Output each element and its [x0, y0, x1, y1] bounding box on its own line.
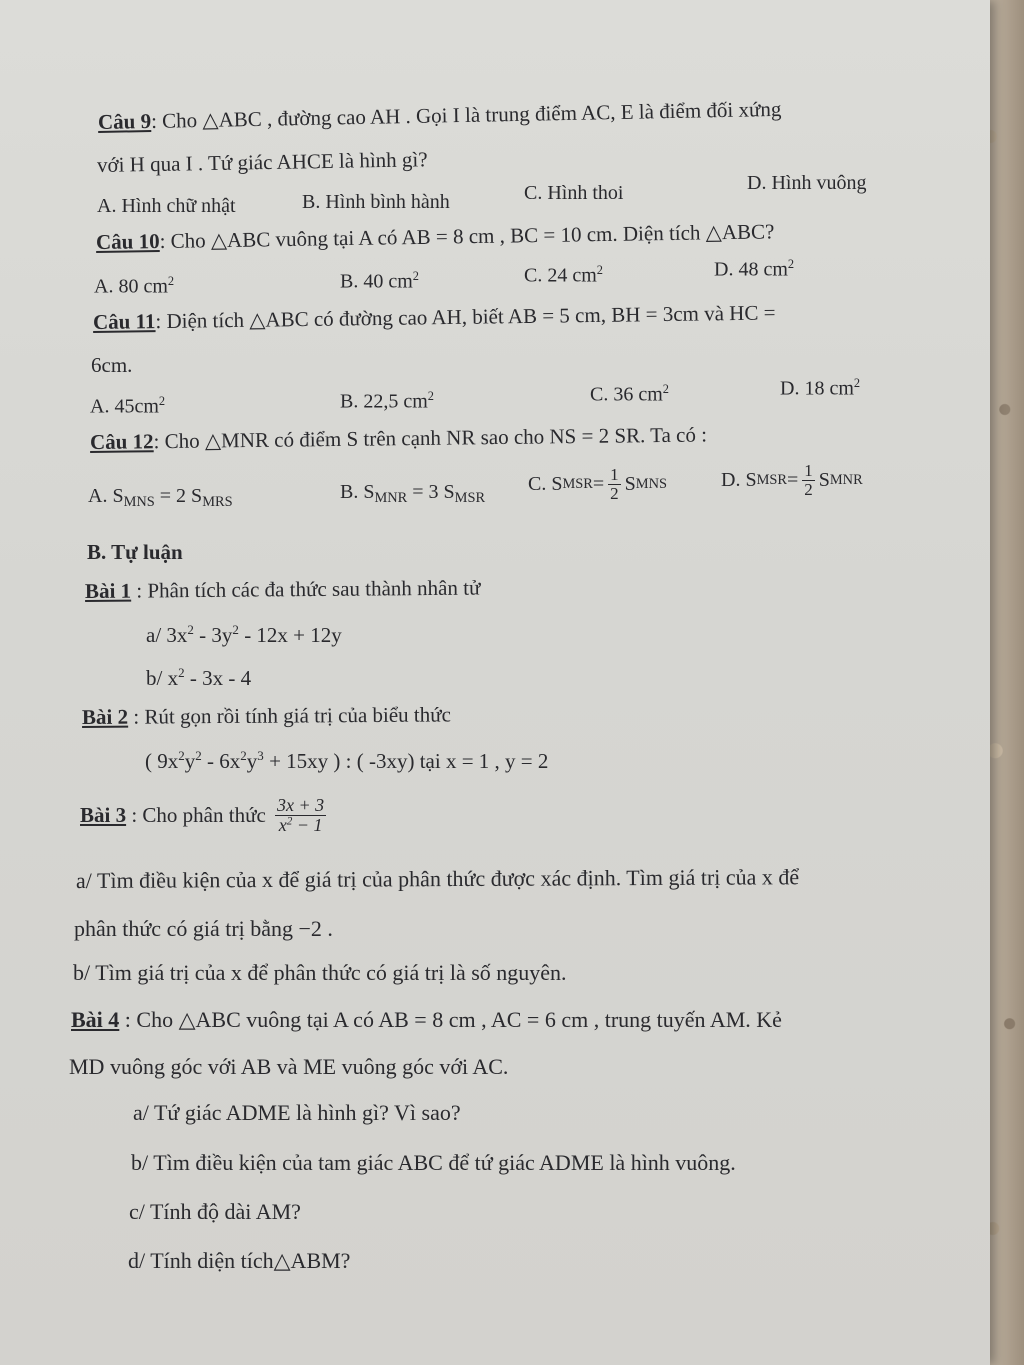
exercise-3-part-b: b/ Tìm giá trị của x để phân thức có giá trị là số nguyên. [73, 960, 567, 985]
exercise-4-part-c: c/ Tính độ dài AM? [129, 1199, 301, 1224]
exercise-text: : Cho △ABC vuông tại A có AB = 8 cm , AC = 6 cm , trung tuyến AM. Kẻ [119, 1007, 782, 1032]
exercise-1-part-b: b/ $x^2 - 3x - 4$ [146, 665, 252, 690]
exercise-2-expression: ( $9x^2y^2 - 6x^2y^3 + 15xy$ ) : ( -3xy) tại x = 1 , y = 2 [145, 748, 549, 773]
q12-option-b: B. $S_{MNR} = 3$ $S_{MSR}$ [340, 481, 486, 507]
question-text: : Cho △ABC , đường cao AH . Gọi I là trung điểm AC, E là điểm đối xứng [150, 96, 782, 133]
question-11 [93, 302, 776, 333]
q9-option-b: B. Hình bình hành [302, 191, 450, 213]
exercise-label: Bài 2 [81, 704, 129, 729]
question-label: Câu 11 [92, 309, 156, 334]
q10-option-d: D. 48 $cm^2$ [714, 257, 795, 281]
question-text: : Cho △ABC vuông tại A có AB = 8 cm , BC = 10 cm. Diện tích △ABC? [159, 219, 775, 253]
q9-option-c: C. Hình thoi [524, 182, 624, 204]
q11-option-c: C. 36 $cm^2$ [590, 382, 669, 406]
exercise-3-part-a: a/ Tìm điều kiện của x để giá trị của phân thức được xác định. Tìm giá trị của x để [75, 864, 800, 893]
q10-option-c: C. 24 $cm^2$ [524, 263, 603, 287]
exercise-4-part-d: d/ Tính diện tích△ABM? [128, 1248, 351, 1273]
exercise-1-part-a: a/ $3x^2 - 3y^2 - 12x + 12y$ [146, 622, 342, 647]
exercise-4 [71, 1009, 782, 1031]
q12-option-d: D. S MSR = $\frac{1}{2}$ S MNR [721, 461, 863, 499]
exercise-4-part-a: a/ Tứ giác ADME là hình gì? Vì sao? [133, 1100, 461, 1125]
fraction: $\frac{1}{2}$ [804, 461, 813, 499]
question-10 [96, 221, 775, 253]
exercise-text: : Cho phân thức [126, 802, 272, 827]
q10-option-a: A. 80 $cm^2$ [94, 274, 175, 298]
question-text: với H qua I . Tứ giác AHCE là hình gì? [96, 147, 428, 177]
question-12 [90, 424, 707, 453]
question-text: : Cho △MNR có điểm S trên cạnh NR sao cho NS = 2 SR. Ta có : [153, 422, 708, 454]
exercise-text: : Rút gọn rồi tính giá trị của biểu thức [128, 702, 451, 729]
question-11-line-2: 6cm. [91, 353, 133, 377]
q12-option-c: C. S MSR = $\frac{1}{2}$ S MNS [528, 465, 667, 503]
question-label: Câu 12 [89, 429, 154, 454]
exercise-3-part-a-line-2: phân thức có giá trị bằng −2 . [74, 916, 333, 941]
fraction: $\frac{3x + 3}{x^2 - 1}$ [277, 795, 325, 835]
question-label: Câu 9 [97, 108, 152, 134]
fraction: $\frac{1}{2}$ [610, 465, 619, 503]
question-text: : Diện tích △ABC có đường cao AH, biết AB = 5 cm, BH = 3cm và HC = [155, 300, 776, 334]
q11-option-b: B. 22,5 $cm^2$ [340, 389, 434, 413]
q9-option-d: D. Hình vuông [747, 172, 867, 194]
exercise-label: Bài 4 [71, 1007, 120, 1032]
q9-option-a: A. Hình chữ nhật [97, 195, 236, 217]
exercise-4-part-b: b/ Tìm điều kiện của tam giác ABC để tứ giác ADME là hình vuông. [131, 1150, 736, 1175]
exercise-label: Bài 1 [84, 578, 132, 603]
q12-option-a: A. $S_{MNS} = 2$ $S_{MRS}$ [88, 485, 233, 511]
section-heading: B. Tự luận [87, 540, 183, 564]
exercise-3 [80, 796, 330, 835]
q11-option-d: D. 18 $cm^2$ [780, 376, 861, 400]
q11-option-a: A. $45cm^2$ [90, 394, 166, 418]
exercise-4-line-2: MD vuông góc với AB và ME vuông góc với AC. [69, 1054, 509, 1079]
exercise-text: : Phân tích các đa thức sau thành nhân tử [130, 575, 481, 603]
question-9 [97, 96, 782, 134]
question-9-line-2 [97, 149, 428, 176]
question-label: Câu 10 [95, 229, 160, 254]
exercise-1 [84, 575, 481, 603]
exercise-2 [82, 704, 451, 728]
q10-option-b: B. 40 $cm^2$ [340, 269, 419, 293]
exercise-label: Bài 3 [80, 802, 127, 827]
